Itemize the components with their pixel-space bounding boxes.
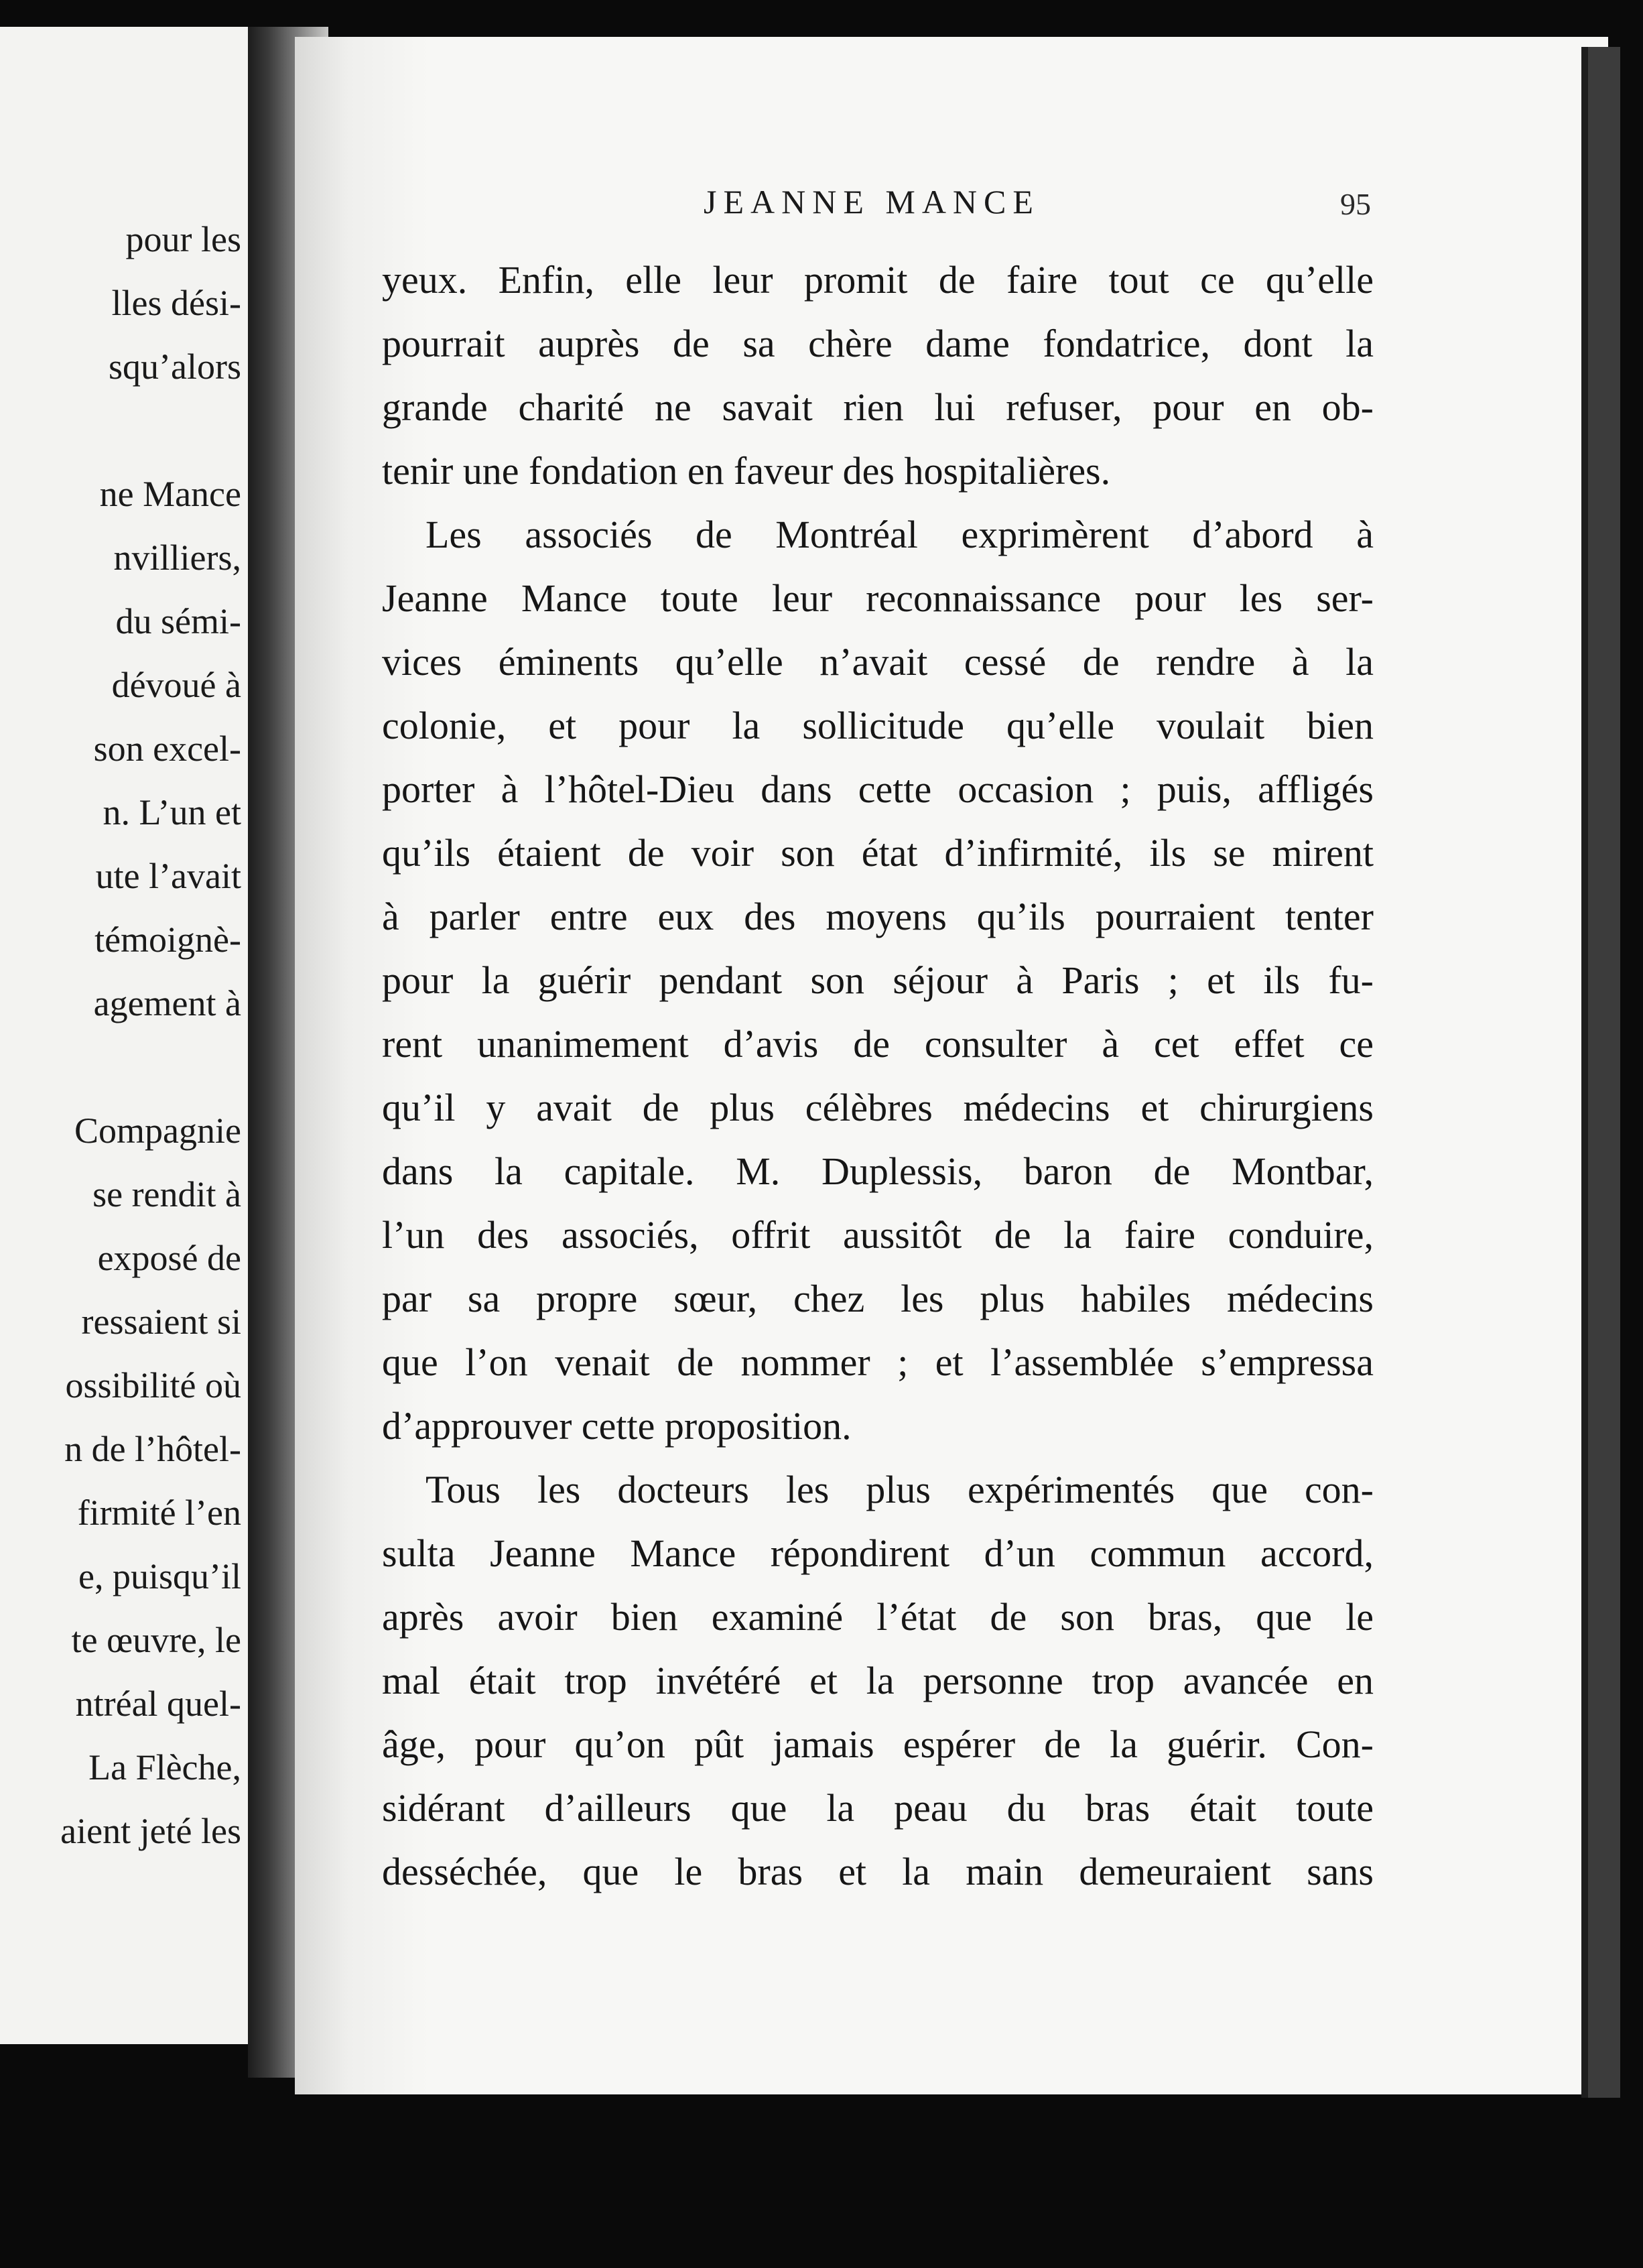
left-page-line: nvilliers, (113, 538, 241, 578)
text-line: mal était trop invétéré et la personne trop avancée en (382, 1659, 1374, 1702)
text-line: porter à l’hôtel-Dieu dans cette occasion ; puis, affligés (382, 767, 1374, 811)
text-line: Les associés de Montréal exprimèrent d’abord à (425, 513, 1374, 556)
text-line: desséchée, que le bras et la main demeuraient sans (382, 1850, 1374, 1893)
left-page-line: du sémi- (115, 601, 241, 641)
text-line: l’un des associés, offrit aussitôt de la faire conduire, (382, 1213, 1374, 1257)
text-line: après avoir bien examiné l’état de son bras, que le (382, 1595, 1374, 1639)
left-page-line: pour les (125, 219, 241, 259)
left-page-line: aient jeté les (60, 1811, 241, 1851)
text-line: sidérant d’ailleurs que la peau du bras était toute (382, 1786, 1374, 1830)
text-line: yeux. Enfin, elle leur promit de faire tout ce qu’elle (382, 258, 1374, 302)
text-line: pour la guérir pendant son séjour à Paris ; et ils fu- (382, 958, 1374, 1002)
text-line: vices éminents qu’elle n’avait cessé de rendre à la (382, 640, 1374, 684)
text-line: dans la capitale. M. Duplessis, baron de Montbar, (382, 1149, 1374, 1193)
text-line: Tous les docteurs les plus expérimentés que con- (425, 1468, 1374, 1511)
text-line: rent unanimement d’avis de consulter à cet effet ce (382, 1022, 1374, 1066)
left-page-line: te œuvre, le (71, 1620, 241, 1660)
left-page-line: témoignè- (94, 920, 241, 960)
text-line: sulta Jeanne Mance répondirent d’un commun accord, (382, 1531, 1374, 1575)
page-number: 95 (1340, 187, 1371, 221)
text-line: grande charité ne savait rien lui refuser, pour en ob- (382, 385, 1374, 429)
left-page-line: exposé de (97, 1238, 241, 1278)
left-page-line: n. L’un et (103, 792, 241, 832)
text-line: pourrait auprès de sa chère dame fondatrice, dont la (382, 322, 1374, 365)
text-line: à parler entre eux des moyens qu’ils pourraient tenter (382, 895, 1374, 938)
left-page-line: Compagnie (74, 1111, 241, 1151)
text-line: que l’on venait de nommer ; et l’assemblée s’empressa (382, 1340, 1374, 1384)
running-head: JEANNE MANCE (704, 183, 1040, 220)
text-line: qu’ils étaient de voir son état d’infirmité, ils se mirent (382, 831, 1374, 875)
left-page-line: ossibilité où (65, 1365, 241, 1405)
text-line: Jeanne Mance toute leur reconnaissance pour les ser- (382, 576, 1374, 620)
text-line: d’approuver cette proposition. (382, 1404, 852, 1448)
text-line: colonie, et pour la sollicitude qu’elle voulait bien (382, 704, 1374, 747)
left-page-line: son excel- (93, 729, 241, 769)
left-page-line: dévoué à (111, 665, 241, 705)
left-page-line: ntréal quel- (75, 1684, 241, 1724)
text-line: tenir une fondation en faveur des hospitalières. (382, 449, 1111, 493)
left-page-line: ressaient si (81, 1302, 241, 1342)
left-page-line: ne Mance (99, 474, 241, 514)
page-edge (1581, 47, 1620, 2098)
text-line: âge, pour qu’on pût jamais espérer de la guérir. Con- (382, 1722, 1374, 1766)
left-page-line: squ’alors (109, 346, 241, 387)
left-page-line: lles dési- (111, 283, 241, 323)
left-page-line: se rendit à (92, 1174, 241, 1214)
left-page-line: n de l’hôtel- (64, 1429, 241, 1469)
left-page-fragment (0, 27, 248, 2044)
text-line: par sa propre sœur, chez les plus habiles médecins (382, 1277, 1374, 1320)
left-page-line: ute l’avait (95, 856, 241, 896)
text-line: qu’il y avait de plus célèbres médecins et chirurgiens (382, 1086, 1374, 1129)
left-page-line: firmité l’en (77, 1493, 241, 1533)
body-text (382, 248, 1374, 1903)
left-page-line: e, puisqu’il (78, 1556, 241, 1596)
left-page-line: La Flèche, (88, 1747, 241, 1787)
left-page-line: agement à (93, 983, 241, 1023)
